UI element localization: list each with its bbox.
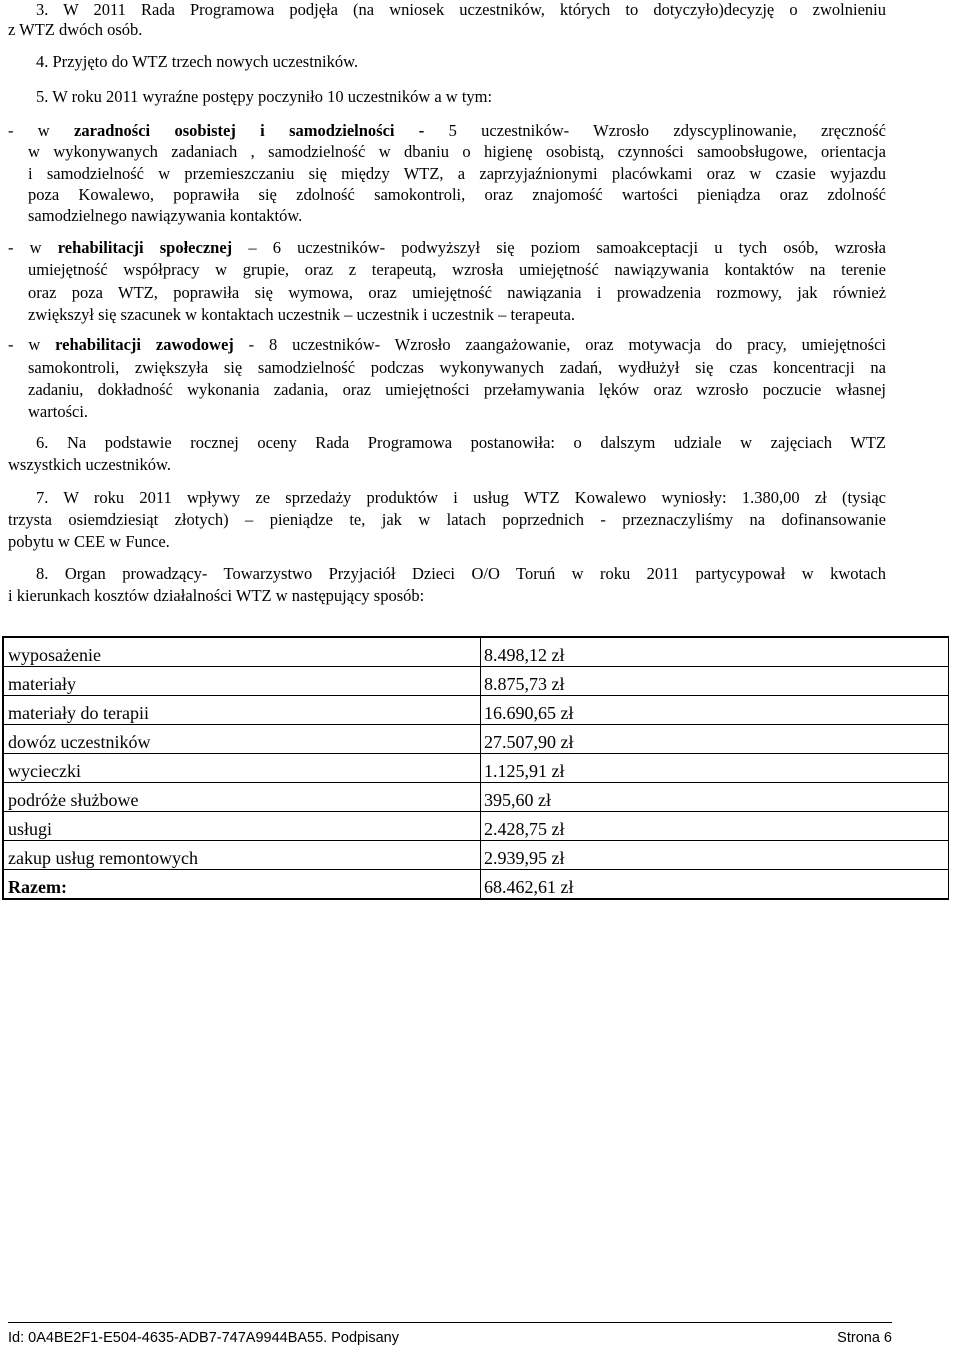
table-row bbox=[3, 783, 949, 812]
bullet-2-line-2: umiejętność współpracy w grupie, oraz z terapeutą, wzrosła umiejętność nawiązywania kontaktów na terenie bbox=[28, 260, 886, 279]
bullet-2-line-1: - w rehabilitacji społecznej – 6 uczestników- podwyższył się poziom samoakceptacji u tych osób, wzrosła bbox=[8, 238, 886, 257]
cost-name: zakup usług remontowych bbox=[3, 841, 481, 870]
cost-value: 8.875,73 zł bbox=[481, 667, 949, 696]
bullet-3-heading: rehabilitacji zawodowej bbox=[55, 335, 234, 354]
footer-divider bbox=[8, 1322, 892, 1323]
page-number: Strona 6 bbox=[837, 1330, 892, 1346]
bullet-3-line-2: samokontroli, zwiększyła się samodzielność podczas wykonywanych zadań, wydłużył się czas koncentracji na bbox=[28, 358, 886, 377]
document-id: Id: 0A4BE2F1-E504-4635-ADB7-747A9944BA55. Podpisany bbox=[8, 1330, 399, 1346]
cost-value: 2.939,95 zł bbox=[481, 841, 949, 870]
bullet-1-line-3: i samodzielność w przemieszczaniu się między WTZ, a zaprzyjaźnionymi placówkami oraz w czasie wyjazdu bbox=[28, 164, 886, 183]
cost-value: 16.690,65 zł bbox=[481, 696, 949, 725]
paragraph-4: 4. Przyjęto do WTZ trzech nowych uczestników. bbox=[36, 52, 359, 71]
paragraph-3-line-2: z WTZ dwóch osób. bbox=[8, 20, 143, 39]
paragraph-7-line-3: pobytu w CEE w Funce. bbox=[8, 532, 170, 551]
paragraph-3-line-1: 3. W 2011 Rada Programowa podjęła (na wniosek uczestników, których to dotyczyło)decyzję o zwolnieniu bbox=[36, 0, 886, 19]
costs-table bbox=[2, 636, 949, 900]
cost-value: 2.428,75 zł bbox=[481, 812, 949, 841]
bullet-2-heading: rehabilitacji społecznej bbox=[57, 238, 233, 257]
paragraph-7-line-2: trzysta osiemdziesiąt złotych) – pieniądze te, jak w latach poprzednich - przeznaczyliśmy na dofinansowanie bbox=[8, 510, 886, 529]
table-row bbox=[3, 812, 949, 841]
cost-value: 395,60 zł bbox=[481, 783, 949, 812]
table-row bbox=[3, 841, 949, 870]
cost-value: 1.125,91 zł bbox=[481, 754, 949, 783]
cost-value: 8.498,12 zł bbox=[481, 637, 949, 667]
table-row bbox=[3, 754, 949, 783]
table-row bbox=[3, 637, 949, 667]
cost-name: materiały do terapii bbox=[3, 696, 481, 725]
total-value: 68.462,61 zł bbox=[481, 870, 949, 900]
paragraph-6-line-1: 6. Na podstawie rocznej oceny Rada Programowa postanowiła: o dalszym udziale w zajęciach WTZ bbox=[36, 433, 886, 452]
paragraph-7-line-1: 7. W roku 2011 wpływy ze sprzedaży produktów i usług WTZ Kowalewo wyniosły: 1.380,00 zł (tysiąc bbox=[36, 488, 886, 507]
bullet-3-line-3: zadaniu, dokładność wykonania zadania, oraz umiejętności przełamywania lęków oraz wzrosło poczucie własnej bbox=[28, 380, 886, 399]
bullet-2-line-3: oraz poza WTZ, poprawiła się wymowa, oraz umiejętność nawiązania i prowadzenia rozmowy, jak również bbox=[28, 283, 886, 302]
table-row bbox=[3, 667, 949, 696]
bullet-1-heading: zaradności osobistej i samodzielności - bbox=[74, 121, 425, 140]
cost-name: wycieczki bbox=[3, 754, 481, 783]
cost-name: wyposażenie bbox=[3, 637, 481, 667]
cost-name: podróże służbowe bbox=[3, 783, 481, 812]
bullet-1-line-5: samodzielnego nawiązywania kontaktów. bbox=[28, 206, 303, 225]
bullet-1-line-1: - w zaradności osobistej i samodzielności - 5 uczestników- Wzrosło zdyscyplinowanie, zręczność bbox=[8, 121, 886, 140]
cost-name: materiały bbox=[3, 667, 481, 696]
bullet-1-line-2: w wykonywanych zadaniach , samodzielność w dbaniu o higienę osobistą, czynności samoobsługowe, orientacja bbox=[28, 142, 886, 161]
paragraph-8-line-1: 8. Organ prowadzący- Towarzystwo Przyjaciół Dzieci O/O Toruń w roku 2011 partycypował w kwotach bbox=[36, 564, 886, 583]
table-row bbox=[3, 725, 949, 754]
bullet-1-line-4: poza Kowalewo, poprawiła się zdolność samokontroli, oraz znajomość wartości pieniądza oraz zdolność bbox=[28, 185, 886, 204]
total-row bbox=[3, 870, 949, 900]
bullet-3-line-4: wartości. bbox=[28, 402, 89, 421]
paragraph-6-line-2: wszystkich uczestników. bbox=[8, 455, 171, 474]
bullet-2-line-4: zwiększył się szacunek w kontaktach uczestnik – uczestnik i uczestnik – terapeuta. bbox=[28, 305, 576, 324]
cost-name: usługi bbox=[3, 812, 481, 841]
table-row bbox=[3, 696, 949, 725]
paragraph-8-line-2: i kierunkach kosztów działalności WTZ w następujący sposób: bbox=[8, 586, 425, 605]
total-label: Razem: bbox=[3, 870, 481, 900]
cost-value: 27.507,90 zł bbox=[481, 725, 949, 754]
bullet-3-line-1: - w rehabilitacji zawodowej - 8 uczestników- Wzrosło zaangażowanie, oraz motywacja do pracy, umiejętności bbox=[8, 335, 886, 354]
cost-name: dowóz uczestników bbox=[3, 725, 481, 754]
paragraph-5: 5. W roku 2011 wyraźne postępy poczyniło 10 uczestników a w tym: bbox=[36, 87, 493, 106]
